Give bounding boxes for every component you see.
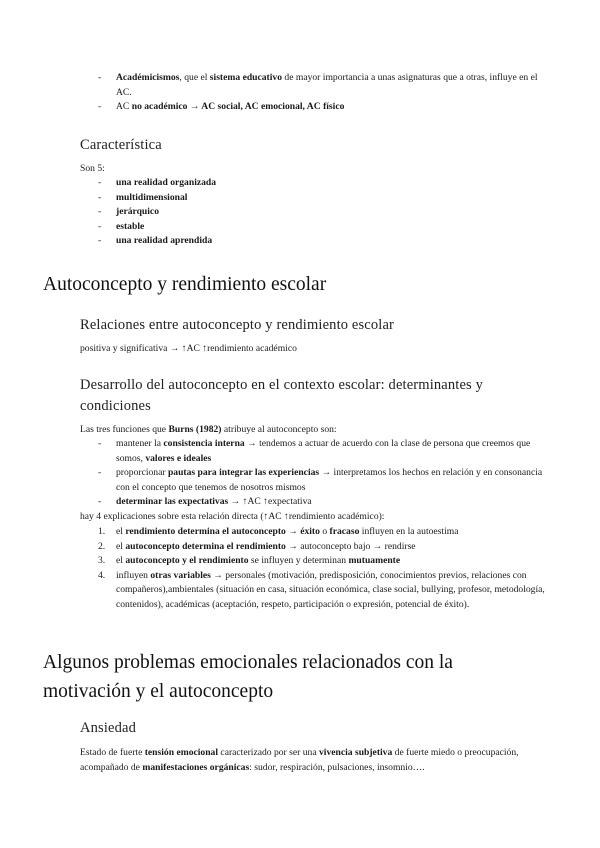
bold-text: jerárquico — [116, 206, 159, 217]
top-list-ac — [116, 100, 551, 115]
top-list — [116, 71, 551, 100]
list-item-funcion — [116, 466, 558, 495]
bold-text: rendimiento determina el autoconcepto → éxito — [125, 526, 320, 537]
bold-text: una realidad aprendida — [116, 235, 213, 246]
text-span: → personales (motivación, predisposición, conocimientos previos, relaciones con compañeros),ambientales (situación en casa, situación económica, clase social, bullying, profesor, metodología, contenidos), académicas (aceptación, respeto, participación o expresión, potencial de éxito). — [116, 569, 545, 610]
bold-text: sistema educativo — [209, 72, 283, 83]
text-span: el — [116, 555, 126, 566]
text-span: se influyen y determinan — [248, 555, 349, 566]
caracteristica-intro: Son 5: — [80, 163, 105, 174]
list-item-funcion — [116, 495, 558, 510]
text-span: caracterizado por ser una — [218, 747, 319, 758]
heading-desarrollo: Desarrollo del autoconcepto en el contexto escolar: determinantes y condiciones — [80, 377, 484, 414]
list-item — [116, 205, 516, 220]
bold-text: consistencia interna — [163, 438, 245, 449]
bold-text: pautas para integrar las experiencias — [167, 467, 320, 478]
desarrollo-intro — [80, 423, 540, 438]
text-span: : sudor, respiración, pulsaciones, insomnio…. — [249, 761, 425, 773]
list-item — [116, 191, 516, 206]
text-span: de mayor importancia a unas asignaturas que a otras, influye en el AC. — [116, 72, 538, 98]
bold-text: mutuamente — [348, 555, 401, 566]
heading-relaciones: Relaciones entre autoconcepto y rendimiento escolar — [80, 317, 395, 333]
text-span: mantener la — [116, 438, 164, 449]
text-span: → tendemos a actuar de acuerdo con la clase de persona que creemos que somos, — [116, 438, 531, 464]
text-span: → ↑AC ↑expectativa — [228, 496, 312, 507]
text-span: → autoconcepto bajo → rendirse — [285, 540, 416, 552]
list-item-explicacion — [98, 554, 554, 569]
text-span: el — [116, 540, 126, 552]
bold-text: una realidad organizada — [116, 177, 217, 188]
list-item — [116, 176, 516, 191]
text-span: influyen — [116, 569, 151, 581]
list-item-academicismos — [116, 71, 551, 100]
text-span: Las tres funciones que — [80, 424, 169, 435]
text-span: influyen en la autoestima — [359, 526, 459, 537]
bold-text: determinar las expectativas — [116, 496, 229, 507]
text-span: el — [116, 526, 126, 537]
text-span: de fuerte miedo o preocupación, acompañado de — [80, 747, 519, 773]
heading-problemas-emocionales: Algunos problemas emocionales relacionados con la motivación y el autoconcepto — [43, 652, 453, 702]
bold-text: estable — [116, 220, 145, 232]
heading-autoconcepto-rendimiento: Autoconcepto y rendimiento escolar — [43, 274, 327, 295]
bold-text: multidimensional — [116, 191, 188, 203]
text-span: atribuye al autoconcepto son: — [221, 424, 337, 435]
funciones-list — [116, 437, 558, 510]
text-span: → interpretamos los hechos en relación y en consonancia con el concepto que tenemos de nosotros mismos — [116, 467, 543, 493]
caracteristica-list — [116, 176, 516, 249]
bold-text: manifestaciones orgánicas — [142, 761, 250, 773]
heading-ansiedad: Ansiedad — [80, 720, 136, 736]
list-item-explicacion — [98, 540, 554, 555]
text-span: , que el — [179, 72, 210, 83]
text-span: o — [319, 526, 330, 537]
explicaciones-intro: hay 4 explicaciones sobre esta relación directa (↑AC ↑rendimiento académico): — [80, 511, 385, 522]
bold-text: tensión emocional — [144, 747, 219, 758]
relaciones-text: positiva y significativa → ↑AC ↑rendimiento académico — [80, 343, 297, 354]
list-item-explicacion — [98, 569, 554, 613]
bold-text: Académicismos — [116, 72, 180, 83]
list-number: 4. — [98, 569, 106, 581]
list-item-ac-no-academico — [116, 100, 551, 115]
list-item-explicacion — [98, 525, 554, 540]
list-number: 3. — [98, 555, 106, 566]
bold-text: vivencia subjetiva — [318, 747, 393, 758]
bold-text: no académico → AC social, AC emocional, AC físico — [131, 101, 345, 112]
bold-text: Burns (1982) — [168, 424, 222, 435]
list-number: 2. — [98, 540, 106, 552]
list-item — [116, 220, 516, 235]
list-number: 1. — [98, 526, 106, 537]
text-span: Estado de fuerte — [80, 747, 145, 758]
text-span: AC — [116, 101, 132, 112]
heading-caracteristica: Característica — [80, 137, 162, 153]
bold-text: autoconcepto determina el rendimiento — [125, 540, 286, 552]
text-span: proporcionar — [116, 467, 168, 478]
explicaciones-list — [98, 525, 554, 612]
bold-text: autoconcepto y el rendimiento — [125, 555, 249, 566]
bold-text: valores e ideales — [145, 452, 212, 464]
list-item — [116, 234, 516, 249]
bold-text: fracaso — [329, 526, 360, 537]
list-item-funcion — [116, 437, 558, 466]
bold-text: otras variables — [150, 569, 211, 581]
ansiedad-text — [80, 746, 542, 775]
